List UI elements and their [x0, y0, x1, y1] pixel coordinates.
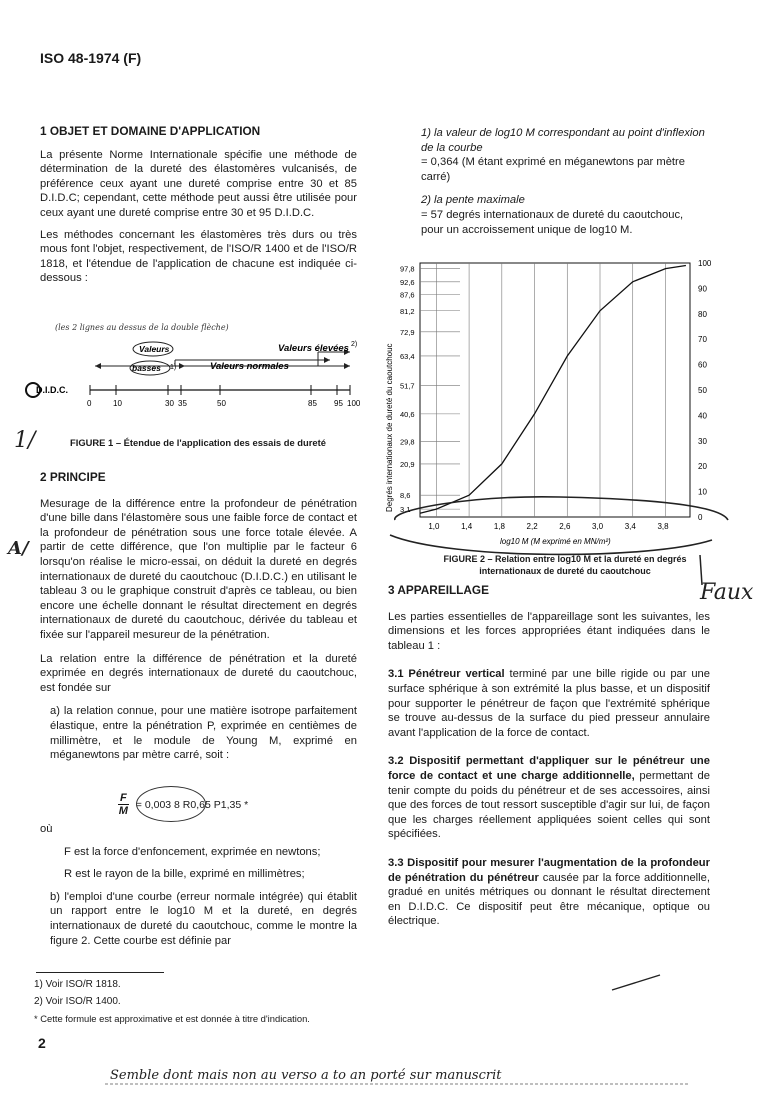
section-3-2-text: permettant de tenir compte du poids du pénétreur et de ses accessoires, ainsi que des forces de tout ressort susceptible d'agir sur lui, de façon que les charges réellement appliquées soient celles qui sont spécifiées. [388, 769, 710, 841]
chart-x-tick-3,0: 3,0 [592, 522, 604, 531]
chart-x-tick-1,8: 1,8 [493, 522, 505, 531]
chart-y-left-tick-63,4: 63,4 [400, 351, 415, 361]
def-F: F est la force d'enfoncement, exprimée en newtons; [64, 845, 321, 858]
item-1-value: = 0,364 (M étant exprimé en méganewtons par mètre carré) [421, 156, 685, 183]
section-3-3-title: 3.3 Dispositif pour mesurer l'augmentation de la profondeur de pénétration du pénétreur [388, 856, 710, 884]
figure-2-caption-text: FIGURE 2 – Relation entre log10 M et la dureté en degrés internationaux de dureté du caoutchouc [443, 554, 687, 576]
chart-y-right-tick-0: 0 [698, 513, 703, 522]
chart-y-right-tick-10: 10 [698, 487, 707, 497]
figure-1-tick-label-0: 0 [87, 399, 92, 408]
chart-y-left-tick-8,6: 8,6 [400, 491, 411, 501]
handwritten-note-figure: (les 2 lignes au dessus de la double flèche) [55, 323, 229, 332]
section-3-1-title: 3.1 Pénétreur vertical [388, 668, 505, 681]
chart-y-right-tick-80: 80 [698, 309, 707, 319]
chart-y-left-tick-92,6: 92,6 [400, 277, 415, 287]
section-3-2-title: 3.2 Dispositif permettant d'appliquer sur le pénétreur une force de contact et une charge additionnelle, [388, 755, 710, 782]
def-R: R est le rayon de la bille, exprimé en millimètres; [64, 868, 305, 881]
chart-y-right-tick-100: 100 [698, 259, 712, 268]
chart-y-left-tick-87,6: 87,6 [400, 290, 415, 300]
figure-1-tick-label-100: 100 [347, 399, 361, 408]
figure-1-tick-label-85: 85 [308, 399, 317, 408]
chart-y-right-tick-20: 20 [698, 462, 707, 472]
chart-y-right-tick-70: 70 [698, 335, 707, 345]
chart-x-label: log10 M (M exprimé en MN/m²) [500, 537, 611, 546]
formula-rhs: = 0,003 8 R0,65 P1,35 * [135, 798, 249, 811]
label-low-note: 1) [170, 364, 177, 371]
figure-1-tick-label-30: 30 [165, 399, 174, 408]
chart-y-right-tick-50: 50 [698, 386, 707, 395]
figure-1-tick-label-50: 50 [217, 399, 226, 408]
document-header: ISO 48-1974 (F) [40, 50, 142, 66]
section-3-1-text: terminé par une bille rigide ou par une surface sphérique à son extrémité la plus basse, et un dispositif pour supporter le pénétreur de façon que l'extrémité sphérique se trouve au-dessus de la surface du pied presseur annulaire avant l'application de la force de contact. [388, 668, 710, 739]
section-2-item-b: b) l'emploi d'une courbe (erreur normale intégrée) qui établit un rapport entre le log10 M et la dureté, en degrés internationaux de dureté du caoutchouc, comme le montre la figure 2. Cette courbe est définie par [50, 890, 357, 947]
chart-x-tick-3,4: 3,4 [624, 522, 636, 531]
chart-x-tick-2,6: 2,6 [559, 522, 571, 531]
formula-denominator: M [118, 805, 128, 817]
chart-y-left-tick-20,9: 20,9 [400, 459, 415, 469]
section-1-paragraph-1: La présente Norme Internationale spécifie une méthode de détermination de la dureté des élastomères vulcanisés, de préférence ceux ayant une dureté comprise entre 30 et 85 D.I.D.C; cependant, cette méthode peut aussi être utilisée pour ceux ayant une dureté comprise entre 30 et 95 D.I.D.C. [40, 148, 357, 219]
figure-1-caption-text: FIGURE 1 – Étendue de l'application des essais de dureté [70, 437, 326, 448]
chart-y-right-tick-40: 40 [698, 411, 707, 421]
section-3-3-text: causée par la force additionnelle, gradué en unités métriques ou donnant le résultat directement en D.I.D.C. Ce dispositif peut être mécanique, optique ou électrique. [388, 871, 710, 928]
chart-y-left-tick-51,7: 51,7 [400, 381, 415, 391]
label-basses: basses [132, 363, 161, 373]
chart-y-label: Degrés internationaux de dureté du caoutchouc [385, 343, 394, 512]
chart-y-right-tick-30: 30 [698, 436, 707, 446]
footnote-3: * Cette formule est approximative et est donnée à titre d'indication. [34, 1013, 310, 1024]
section-1-paragraph-2: Les méthodes concernant les élastomères très durs ou très mous font l'objet, respectivement, de l'ISO/R 1400 et de l'ISO/R 1818, et l'étendue de l'application de chacune est indiquée ci-dessous : [40, 228, 357, 285]
section-2-paragraph-2: La relation entre la différence de pénétration et la dureté exprimée en degrés internationaux de dureté du caoutchouc, est fondée sur [40, 652, 357, 694]
handwritten-mark-1: 1/ [14, 428, 36, 453]
chart-x-tick-3,8: 3,8 [657, 522, 669, 531]
figure-1-tick-label-95: 95 [334, 399, 343, 408]
footnote-1: 1) Voir ISO/R 1818. [34, 979, 121, 990]
chart-y-left-tick-97,8: 97,8 [400, 264, 415, 274]
section-3-intro: Les parties essentielles de l'appareillage sont les suivantes, les dimensions et les forces appropriées étant indiquées dans le tableau 1 : [388, 610, 710, 652]
handwritten-bottom-note: Semble dont mais non au verso a to an porté sur manuscrit [110, 1068, 502, 1083]
chart-y-left-tick-40,6: 40,6 [400, 409, 415, 419]
label-high: Valeurs élevées [278, 343, 349, 354]
chart-y-left-tick-72,9: 72,9 [400, 327, 415, 337]
section-1-title: 1 OBJET ET DOMAINE D'APPLICATION [40, 124, 261, 138]
section-3-title: 3 APPAREILLAGE [388, 583, 489, 597]
page-number: 2 [38, 1035, 46, 1051]
figure-1-tick-label-35: 35 [178, 399, 187, 408]
footnote-2: 2) Voir ISO/R 1400. [34, 996, 121, 1007]
label-high-note: 2) [351, 341, 358, 348]
formula-numerator: F [120, 792, 127, 804]
chart-y-left-tick-3,1: 3,1 [400, 505, 411, 515]
chart-y-right-tick-90: 90 [698, 284, 707, 294]
item-1-title: 1) la valeur de log10 M correspondant au point d'inflexion de la courbe [421, 127, 705, 154]
section-2-title: 2 PRINCIPE [40, 470, 106, 484]
ou-label: où [40, 823, 53, 835]
section-2-item-a: a) la relation connue, pour une matière isotrope parfaitement élastique, entre la pénétration P, exprimée en centièmes de millimètre, et le module de Young M, exprimé en méganewtons par mètre carré, soit : [50, 705, 357, 762]
figure-1-tick-label-10: 10 [113, 399, 122, 408]
axis-label-didc: D.I.D.C. [36, 385, 69, 395]
chart-y-left-tick-81,2: 81,2 [400, 306, 415, 316]
label-valeurs: Valeurs [139, 344, 170, 354]
label-normal: Valeurs normales [210, 361, 289, 372]
section-2-paragraph-1: Mesurage de la différence entre la profondeur de pénétration d'une bille dans l'élastomère sous une faible force de contact et la profondeur de pénétration sous une force totale élevée. A partir de cette différence, que l'on multiplie par le facteur 6 lorsqu'on réalise le micro-essai, on déduit la dureté en degrés internationaux de dureté du caoutchouc (D.I.D.C.) en utilisant le tableau 3 ou le graphique construit d'après ce tableau, ou bien encore une échelle donnant le résultat directement en degrés internationaux de dureté du caoutchouc, dérivée du tableau et fixée sur l'appareil mesureur de la pénétration. [40, 497, 357, 641]
item-2-title: 2) la pente maximale [421, 194, 525, 207]
chart-y-left-tick-29,8: 29,8 [400, 437, 415, 447]
item-2-value: = 57 degrés internationaux de dureté du caoutchouc, pour un accroissement unique de log10 M. [421, 208, 684, 236]
chart-x-tick-1,4: 1,4 [461, 522, 473, 531]
chart-y-right-tick-60: 60 [698, 360, 707, 370]
handwritten-faux: Faux [700, 580, 754, 605]
chart-x-tick-2,2: 2,2 [526, 522, 538, 531]
handwritten-mark-a: A/ [8, 538, 29, 559]
chart-x-tick-1,0: 1,0 [428, 522, 440, 531]
